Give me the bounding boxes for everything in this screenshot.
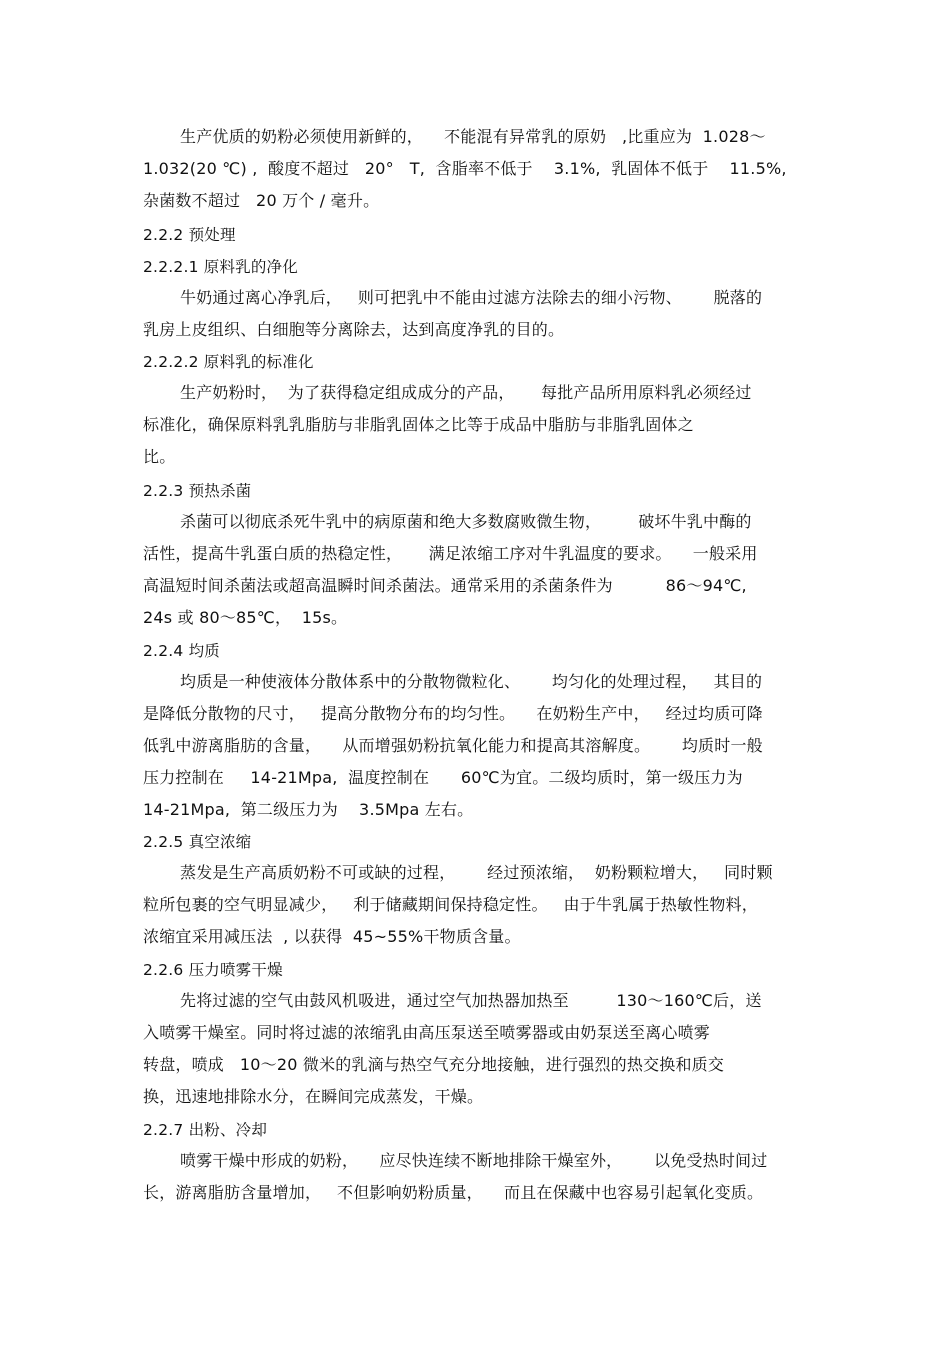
sterilization-line-1: 杀菌可以彻底杀死牛乳中的病原菌和绝大多数腐败微生物， 破坏牛乳中酶的 [180,512,752,531]
section-heading-preprocess: 2.2.2 预处理 [143,226,236,244]
concentration-line-3: 浓缩宜采用减压法 , 以获得 45~55%干物质含量。 [143,927,521,946]
spray-drying-line-2: 入喷雾干燥室。同时将过滤的浓缩乳由高压泵送至喷雾器或由奶泵送至离心喷雾 [143,1023,711,1042]
intro-line-2: 1.032(20 ℃) , 酸度不超过 20° T, 含脂率不低于 3.1%, 乳固体不低于 11.5%, [143,159,787,178]
homogenization-line-5: 14-21Mpa, 第二级压力为 3.5Mpa 左右。 [143,800,474,819]
purification-line-2: 乳房上皮组织、白细胞等分离除去，达到高度净乳的目的。 [143,320,565,339]
homogenization-line-4: 压力控制在 14-21Mpa, 温度控制在 60℃为宜。二级均质时，第一级压力为 [143,768,743,787]
discharge-cooling-line-2: 长，游离脂肪含量增加， 不但影响奶粉质量， 而且在保藏中也容易引起氧化变质。 [143,1183,764,1202]
standardization-line-1: 生产奶粉时， 为了获得稳定组成成分的产品， 每批产品所用原料乳必须经过 [180,383,752,402]
concentration-line-2: 粒所包裹的空气明显减少， 利于储藏期间保持稳定性。 由于牛乳属于热敏性物料， [143,895,758,914]
section-heading-purification: 2.2.2.1 原料乳的净化 [143,258,298,276]
spray-drying-line-1: 先将过滤的空气由鼓风机吸进，通过空气加热器加热至 130～160℃后，送 [180,991,762,1010]
section-heading-sterilization: 2.2.3 预热杀菌 [143,482,252,500]
standardization-line-2: 标准化，确保原料乳乳脂肪与非脂乳固体之比等于成品中脂肪与非脂乳固体之 [143,415,694,434]
homogenization-line-2: 是降低分散物的尺寸， 提高分散物分布的均匀性。 在奶粉生产中， 经过均质可降 [143,704,763,723]
homogenization-line-1: 均质是一种使液体分散体系中的分散物微粒化、 均匀化的处理过程， 其目的 [180,672,763,691]
sterilization-line-2: 活性，提高牛乳蛋白质的热稳定性， 满足浓缩工序对牛乳温度的要求。 一般采用 [143,544,758,563]
sterilization-line-3: 高温短时间杀菌法或超高温瞬时间杀菌法。通常采用的杀菌条件为 86～94℃, [143,576,747,595]
spray-drying-line-4: 换，迅速地排除水分，在瞬间完成蒸发，干燥。 [143,1087,484,1106]
section-heading-standardization: 2.2.2.2 原料乳的标准化 [143,353,314,371]
concentration-line-1: 蒸发是生产高质奶粉不可或缺的过程， 经过预浓缩， 奶粉颗粒增大， 同时颗 [180,863,773,882]
discharge-cooling-line-1: 喷雾干燥中形成的奶粉， 应尽快连续不断地排除干燥室外， 以免受热时间过 [180,1151,768,1170]
section-heading-spray-drying: 2.2.6 压力喷雾干燥 [143,961,283,979]
standardization-line-3: 比。 [143,447,176,466]
spray-drying-line-3: 转盘，喷成 10～20 微米的乳滴与热空气充分地接触，进行强烈的热交换和质交 [143,1055,725,1074]
sterilization-line-4: 24s 或 80～85℃， 15s。 [143,608,348,627]
intro-line-1: 生产优质的奶粉必须使用新鲜的， 不能混有异常乳的原奶 ,比重应为 1.028～ [180,127,766,146]
section-heading-homogenization: 2.2.4 均质 [143,642,220,660]
section-heading-concentration: 2.2.5 真空浓缩 [143,833,252,851]
intro-line-3: 杂菌数不超过 20 万个 / 毫升。 [143,191,380,210]
section-heading-discharge-cooling: 2.2.7 出粉、冷却 [143,1121,268,1139]
homogenization-line-3: 低乳中游离脂肪的含量， 从而增强奶粉抗氧化能力和提高其溶解度。 均质时一般 [143,736,763,755]
purification-line-1: 牛奶通过离心净乳后， 则可把乳中不能由过滤方法除去的细小污物、 脱落的 [180,288,763,307]
